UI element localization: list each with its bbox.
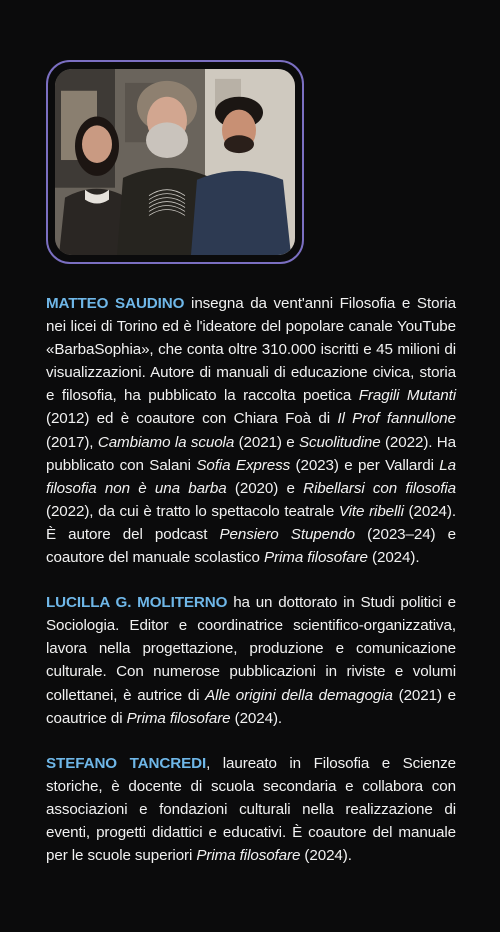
- bio-lucilla-moliterno: [46, 591, 456, 730]
- work-title: Prima filosofare: [264, 549, 368, 567]
- bio-text-segment: (2012) ed è coautore con Chiara Foà di: [46, 410, 338, 428]
- bio-text-segment: (2024). È autore del podcast: [46, 502, 456, 543]
- author-name: LUCILLA G. MOLITERNO: [46, 594, 228, 612]
- author-group-photo: [55, 69, 295, 255]
- bio-text-segment: (2022). Ha pubblicato con Salani: [46, 433, 457, 474]
- bio-text-segment: (2021) e coautrice di: [46, 686, 456, 727]
- author-name: STEFANO TANCREDI: [46, 754, 207, 772]
- work-title: Alle origini della demagogia: [205, 686, 393, 704]
- bio-text: [46, 594, 456, 726]
- bio-text-segment: insegna da vent'anni Filosofia e Storia nei licei di Torino ed è l'ideatore del popolare canale YouTube «BarbaSophia», che conta oltre 310.000 iscritti e 45 milioni di visualizzazioni. Autore di manuali di educazione civica, storia e filosofia, ha pubblicato la raccolta poetica: [46, 295, 457, 405]
- work-title: Ribellarsi con filosofia: [303, 479, 457, 497]
- bio-text-segment: (2024).: [367, 549, 420, 567]
- bio-stefano-tancredi: [46, 752, 456, 867]
- work-title: Vite ribelli: [338, 502, 404, 520]
- bio-text-segment: (2024).: [230, 709, 283, 727]
- bio-text-segment: (2023) e per Vallardi: [290, 456, 440, 474]
- work-title: Sofia Express: [196, 456, 291, 474]
- bio-text-segment: (2017),: [46, 433, 98, 451]
- work-title: Prima filosofare: [196, 847, 301, 865]
- bio-text-segment: (2023–24) e coautore del manuale scolastico: [46, 525, 456, 567]
- bio-text: [46, 295, 456, 566]
- bio-text-segment: ha un dottorato in Studi politici e Sociologia. Editor e coordinatrice scientifico-organizzativa, lavora nella progettazione, produzione e comunicazione culturale. Con numerose pubblicazioni in riviste e volumi collettanei, è autrice di: [46, 594, 456, 704]
- author-name: MATTEO SAUDINO: [46, 295, 185, 312]
- bio-text-segment: (2022), da cui è tratto lo spettacolo teatrale: [46, 502, 339, 520]
- bio-text-segment: (2021) e: [234, 433, 300, 451]
- bio-text-segment: , laureato in Filosofia e Scienze storiche, è docente di scuola secondaria e collabora con associazioni e fondazioni culturali nella realizzazione di eventi, progetti didattici e educativi. È coautore del manuale per le scuole superiori: [46, 754, 456, 865]
- work-title: Il Prof fannullone: [337, 410, 457, 428]
- bio-text-segment: (2024).: [300, 847, 352, 865]
- work-title: Pensiero Stupendo: [219, 525, 356, 543]
- bio-text-segment: (2020) e: [226, 479, 304, 497]
- work-title: Cambiamo la scuola: [97, 433, 235, 451]
- author-bios: [46, 292, 456, 889]
- work-title: Scuolitudine: [299, 433, 381, 451]
- bio-matteo-saudino: [46, 292, 456, 569]
- author-photo-frame: [46, 60, 304, 264]
- work-title: La filosofia non è una barba: [46, 456, 456, 497]
- work-title: Prima filosofare: [126, 709, 231, 727]
- author-group-photo-illustration: [55, 69, 295, 255]
- work-title: Fragili Mutanti: [358, 387, 457, 405]
